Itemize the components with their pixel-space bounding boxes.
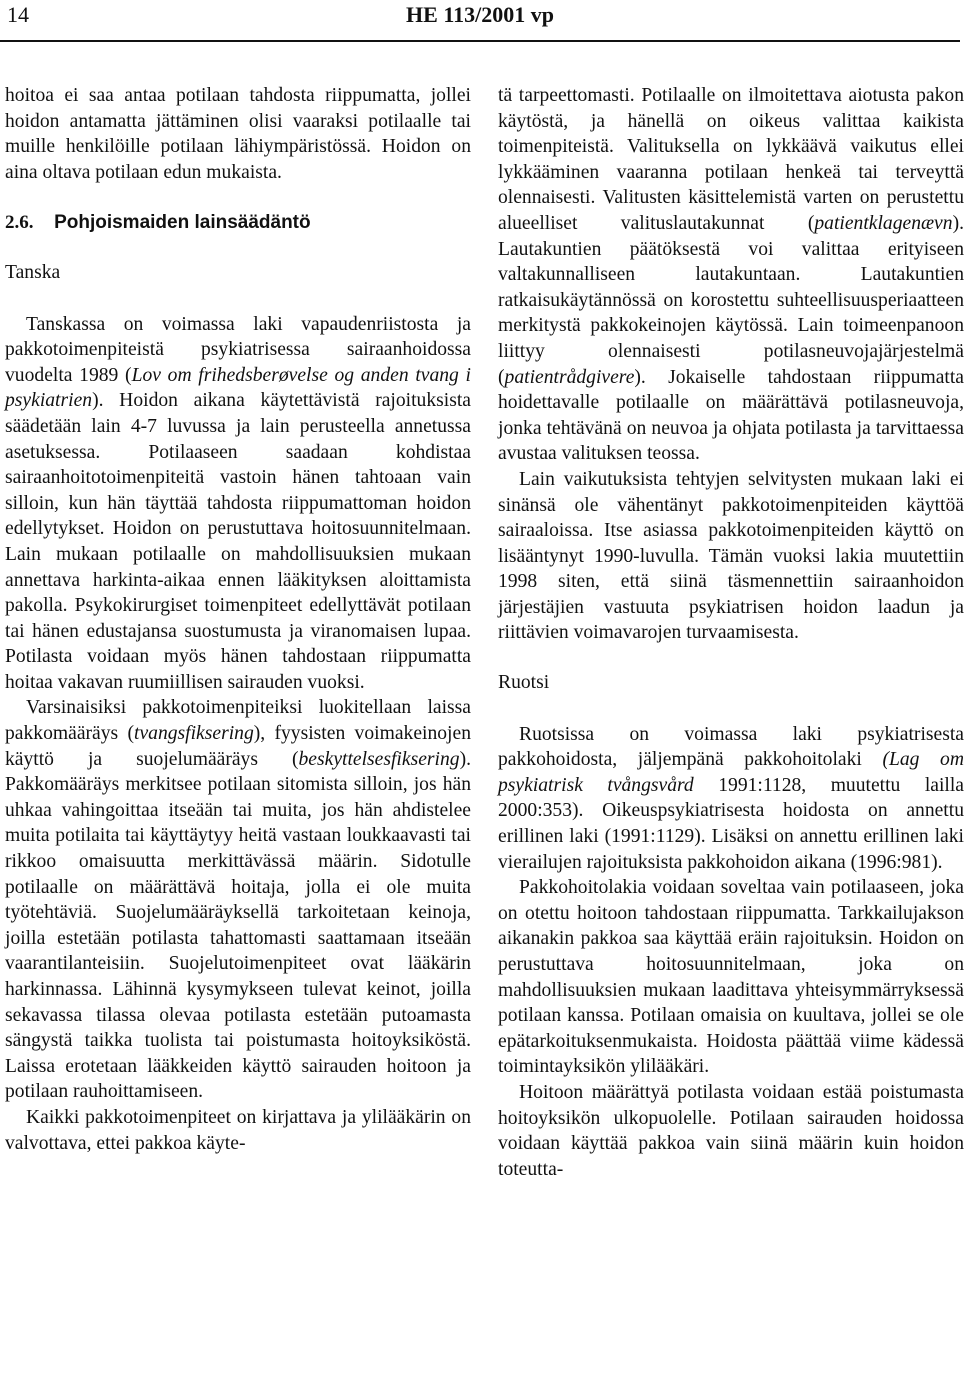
denmark-paragraph-4: Lain vaikutuksista tehtyjen selvitysten mukaan laki ei sinänsä ole vähentänyt pakkotoimenpiteiden käyttöä sairaaloissa. Itse asiassa pakkotoimenpiteiden käyttö on lisääntynyt 1990-luvulla. Tämän vuoksi lakia muutettiin 1998 siten, että siinä täsmennettiin sairaanhoidon järjestäjien vastuuta psykiatrisen hoidon laadun ja riittävien voimavarojen turvaamisesta. bbox=[498, 468, 964, 644]
section-title: Pohjoismaiden lainsäädäntö bbox=[54, 212, 311, 234]
intro-paragraph: hoitoa ei saa antaa potilaan tahdosta riippumatta, jollei hoidon antamatta jättäminen olisi vaaraksi potilaalle tai muille henkilöille potilaan lähiympäristössä. Hoidon on aina oltava potilaan edun mukaista. bbox=[5, 85, 471, 183]
subheading-denmark: Tanska bbox=[5, 261, 61, 283]
left-column bbox=[5, 83, 471, 1156]
subheading-sweden: Ruotsi bbox=[498, 672, 550, 694]
header-rule bbox=[0, 40, 960, 42]
right-column bbox=[498, 83, 964, 1182]
page-number: 14 bbox=[7, 2, 29, 27]
denmark-paragraph-3: Kaikki pakkotoimenpiteet on kirjattava ja ylilääkärin on valvottava, ettei pakkoa käyte- bbox=[5, 1106, 471, 1154]
sweden-paragraph-1: Ruotsissa on voimassa laki psykiatrisesta pakkohoidosta, jäljempänä pakkohoitolaki (Lag om psykiatrisk tvångsvård 1991:1128, muutettu lailla 2000:353). Oikeuspsykiatrisesta hoidosta on annettu erillinen laki (1991:1129). Lisäksi on annettu erillinen laki vierailujen rajoituksista pakkohoidon aikana (1996:981). bbox=[498, 723, 964, 873]
page-header bbox=[0, 0, 960, 40]
document-id: HE 113/2001 vp bbox=[406, 2, 554, 27]
sweden-paragraph-3: Hoitoon määrättyä potilasta voidaan estää poistumasta hoitoyksikön ulkopuolelle. Potilaan sairauden hoidossa voidaan käyttää pakkoa vain siinä määrin kuin hoidon toteutta- bbox=[498, 1081, 964, 1180]
section-number: 2.6. bbox=[5, 212, 34, 234]
continued-paragraph: tä tarpeettomasti. Potilaalle on ilmoitettava aiotusta pakon käytöstä, ja hänellä on oikeus valittaa kaikista toimenpiteistä. Valituksella on lykkäävä vaikutus ellei lykkääminen vaaranna potilaan henkeä tai terveyttä olennaisesti. Valitusten käsittelemistä varten on perustettu alueelliset valituslautakunnat (patientklagenævn). Lautakuntien päätöksestä voi valittaa erityiseen valtakunnalliseen lautakuntaan. Lautakuntien ratkaisukäytännössä on korostettu suhteellisuusperiaatteen merkitystä pakkokeinojen käytössä. Lain toimeenpanoon liittyy olennaisesti potilasneuvojajärjestelmä (patientrådgivere). Jokaiselle tahdostaan riippumatta hoidettavalle potilaalle on määrättävä potilasneuvoja, jonka tehtävänä on neuvoa ja ohjata potilasta ja tarvittaessa avustaa valituksen teossa. bbox=[498, 85, 964, 465]
section-heading bbox=[5, 210, 471, 236]
denmark-paragraph-2: Varsinaisiksi pakkotoimenpiteiksi luokitellaan laissa pakkomääräys (tvangsfiksering), fyysisten voimakeinojen käyttö ja suojelumääräys (beskyttelsesfiksering). Pakkomääräys merkitsee potilaan sitomista silloin, jos hän uhkaa vahingoittaa itseään tai muita, jos hän ahdistelee muita potilaita tai käyttäytyy heitä vastaan loukkaavasti tai rikkoo omaisuutta merkittävässä määrin. Sidotulle potilaalle on määrättävä hoitaja, jolla ei ole muita työtehtäviä. Suojelumääräyksellä tarkoitetaan keinoja, joilla estetään potilasta tahattomasti saattamaan itseään vaarantilanteisiin. Suojelutoimenpiteet ovat lääkärin harkinnassa. Lähinnä kysymykseen tulevat keinot, joilla sekavassa tilassa olevaa potilasta estetään putoamasta sängystä taikka tuolista tai poistumasta hoitoyksiköstä. Laissa erotetaan lääkkeiden käyttö sairauden hoitoon ja potilaan rauhoittamiseen. bbox=[5, 697, 471, 1103]
denmark-paragraph-1: Tanskassa on voimassa laki vapaudenriistosta ja pakkotoimenpiteistä psykiatrisessa sairaanhoidossa vuodelta 1989 (Lov om frihedsberøvelse og anden tvang i psykiatrien). Hoidon aikana käytettävistä rajoituksista säädetään lain 4-7 luvussa ja lain perusteella annetussa asetuksessa. Potilaaseen saadaan kohdistaa sairaanhoitotoimenpiteitä vastoin hänen tahtoaan vain silloin, kun hän täyttää tahdosta riippumattoman hoidon edellytykset. Hoidon on perustuttava hoitosuunnitelmaan. Lain mukaan potilaalle on mahdollisuuksien mukaan annettava harkinta-aikaa ennen lääkityksen aloittamista pakolla. Psykokirurgiset toimenpiteet edellyttävät potilaan tai hänen edustajansa suostumusta ja viranomaisen lupaa. Potilasta voidaan myös hänen tahdostaan riippumatta hoitaa vakavan ruumiillisen sairauden vuoksi. bbox=[5, 313, 471, 693]
sweden-paragraph-2: Pakkohoitolakia voidaan soveltaa vain potilaaseen, joka on otettu hoitoon tahdostaan riippumatta. Tarkkailujakson aikanakin pakkoa saa käyttää eräin rajoituksin. Hoidon on perustuttava hoitosuunnitelmaan, joka on mahdollisuuksien mukaan laadittava yhteisymmärryksessä potilaan kanssa. Potilaan omaisia on kuultava, jollei se ole epätarkoituksenmukaista. Hoidosta päättää viime kädessä toimintayksikön ylilääkäri. bbox=[498, 877, 964, 1078]
